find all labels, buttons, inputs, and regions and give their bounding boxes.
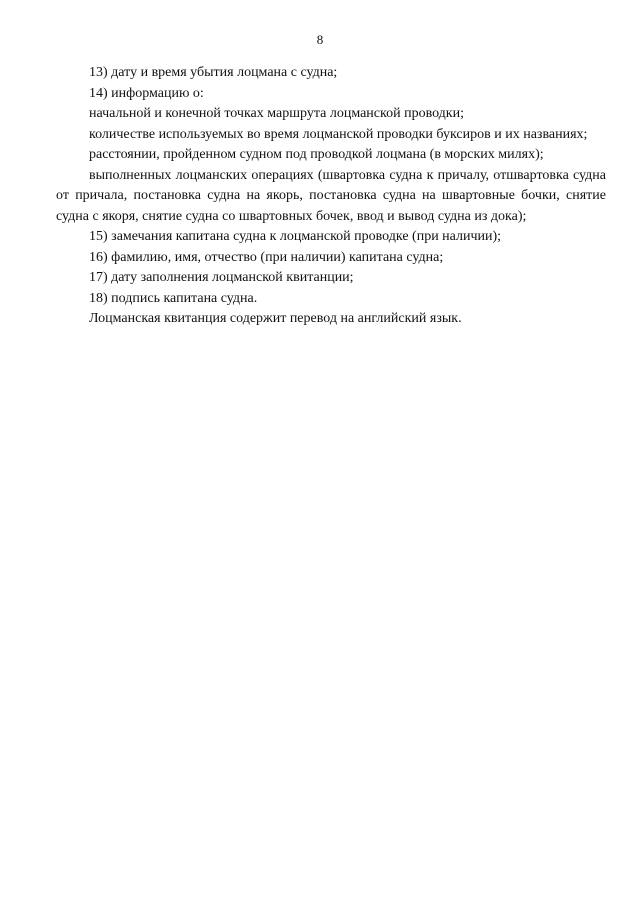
- paragraph-item-13: 13) дату и время убытия лоцмана с судна;: [89, 65, 338, 80]
- paragraph-tugs: количестве используемых во время лоцманской проводки буксиров и их названиях;: [89, 126, 588, 142]
- paragraph-item-15: 15) замечания капитана судна к лоцманской проводке (при наличии);: [89, 229, 502, 244]
- paragraph-distance: расстоянии, пройденном судном под проводкой лоцмана (в морских милях);: [89, 147, 544, 162]
- document-body: [56, 63, 606, 330]
- paragraph-item-14: 14) информацию о:: [89, 85, 204, 101]
- paragraph-route-points: начальной и конечной точках маршрута лоцманской проводки;: [89, 106, 464, 121]
- page-number: 8: [316, 32, 324, 47]
- paragraph-operations: выполненных лоцманских операциях (швартовка судна к причалу, отшвартовка судна от причала, постановка судна на якорь, постановка судна на швартовные бочки, снятие судна с якоря, снятие судна со швартовных бочек, ввод и вывод судна из дока);: [56, 167, 606, 224]
- paragraph-translation-note: Лоцманская квитанция содержит перевод на английский язык.: [89, 311, 462, 326]
- paragraph-item-16: 16) фамилию, имя, отчество (при наличии) капитана судна;: [89, 249, 444, 265]
- paragraph-item-17: 17) дату заполнения лоцманской квитанции;: [89, 270, 354, 285]
- paragraph-item-18: 18) подпись капитана судна.: [89, 290, 258, 306]
